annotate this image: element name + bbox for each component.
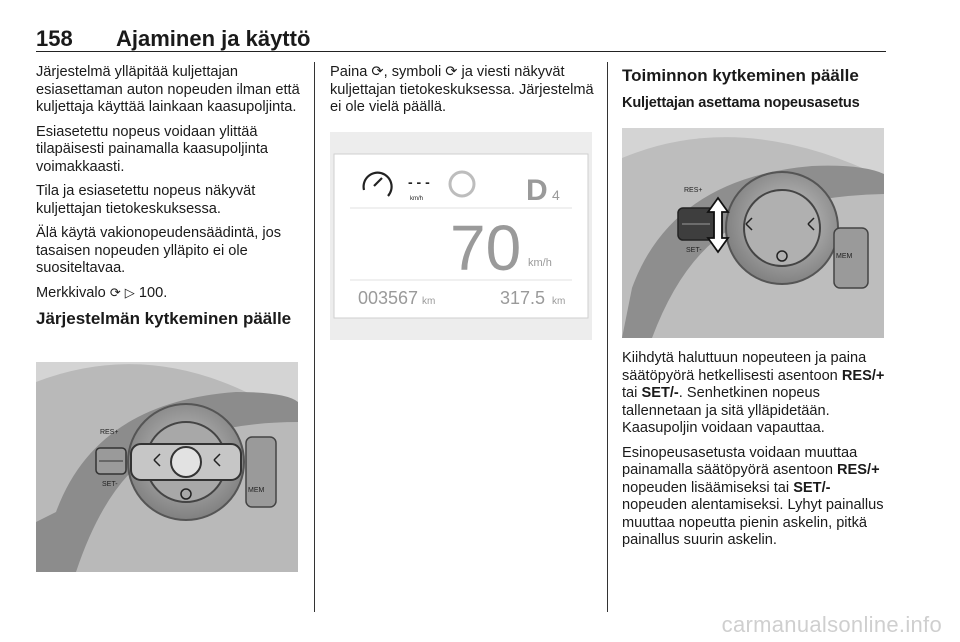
column-2 — [330, 64, 594, 124]
gear-number: 4 — [552, 187, 560, 203]
gear-letter: D — [526, 174, 548, 207]
res-plus-term: RES/+ — [841, 367, 885, 384]
set-label: SET- — [102, 481, 118, 488]
column-divider-1 — [314, 62, 315, 612]
res-label-2: RES+ — [684, 187, 703, 194]
odometer-unit: km — [422, 296, 436, 307]
trip-unit: km — [552, 296, 566, 307]
page-title: Ajaminen ja käyttö — [116, 26, 311, 51]
odometer-value: 003567 — [358, 288, 419, 308]
instrument-cluster-image — [330, 132, 592, 340]
mem-label: MEM — [248, 487, 265, 494]
indicator-page-ref: 100. — [138, 284, 168, 301]
speed-value: 70 — [450, 212, 522, 284]
steering-wheel-controls-image — [36, 362, 298, 572]
paragraph-adjust: Esinopeusasetusta voidaan muuttaa painamalla säätöpyörä asentoon RES/+ nopeuden lisäämiseksi tai SET/- nopeuden alentamiseksi. Lyhyt painallus muuttaa nopeutta pienin askelin, pitkä painallus suurin askelin. — [622, 444, 884, 548]
speed-unit: km/h — [528, 257, 552, 269]
section-title-switch-on: Järjestelmän kytkeminen päälle — [36, 309, 292, 328]
subsection-title: Kuljettajan asettama nopeusasetus — [622, 95, 860, 111]
cruise-control-icon: ⟳ — [109, 285, 121, 301]
paragraph-override: Esiasetettu nopeus voidaan ylittää tilapäisesti painamalla kaasupoljinta voimakkaasti. — [36, 123, 269, 175]
steering-wheel-thumbwheel-image — [622, 128, 884, 338]
res-plus-term-2: RES/+ — [837, 462, 880, 478]
page-reference-icon: ▷ — [124, 285, 135, 301]
mem-label-2: MEM — [836, 253, 853, 260]
res-label: RES+ — [100, 429, 119, 436]
watermark: carmanualsonline.info — [721, 612, 942, 637]
set-minus-term: SET/- — [641, 385, 679, 401]
paragraph-intro: Järjestelmä ylläpitää kuljettajan esiasettaman auton nopeuden ilman että kuljettaja käyttää lainkaan kaasupoljinta. — [36, 64, 300, 115]
paragraph-indicator — [36, 285, 302, 303]
dash-unit: km/h — [410, 196, 424, 202]
column-divider-2 — [607, 62, 608, 612]
indicator-text: Merkkivalo — [36, 284, 106, 301]
page-number: 158 — [36, 26, 73, 51]
paragraph-accelerate: Kiihdytä haluttuun nopeuteen ja paina säätöpyörä hetkellisesti asentoon RES/+ tai SET/-. Senhetkinen nopeus tallennetaan ja sitä ylläpidetään. Kaasupoljin voidaan vapauttaa. — [622, 350, 885, 436]
paragraph-warning: Älä käytä vakionopeudensäädintä, jos tasaisen nopeuden ylläpito ei ole suositeltavaa. — [36, 225, 282, 276]
paragraph-press-button: Paina ⟳, symboli ⟳ ja viesti näkyvät kuljettajan tietokeskuksessa. Järjestelmä ei ole vielä päällä. — [330, 64, 594, 115]
column-3-body — [622, 350, 888, 557]
paragraph-display: Tila ja esiasetettu nopeus näkyvät kuljettajan tietokeskuksessa. — [36, 183, 256, 217]
column-1 — [36, 64, 302, 337]
speed-dashes: - - - — [408, 174, 430, 190]
set-label-2: SET- — [686, 247, 702, 254]
set-minus-term-2: SET/- — [793, 479, 831, 496]
column-3 — [622, 64, 888, 122]
trip-value: 317.5 — [500, 288, 546, 308]
page-header — [36, 26, 886, 52]
section-title-activate: Toiminnon kytkeminen päälle — [622, 66, 859, 85]
